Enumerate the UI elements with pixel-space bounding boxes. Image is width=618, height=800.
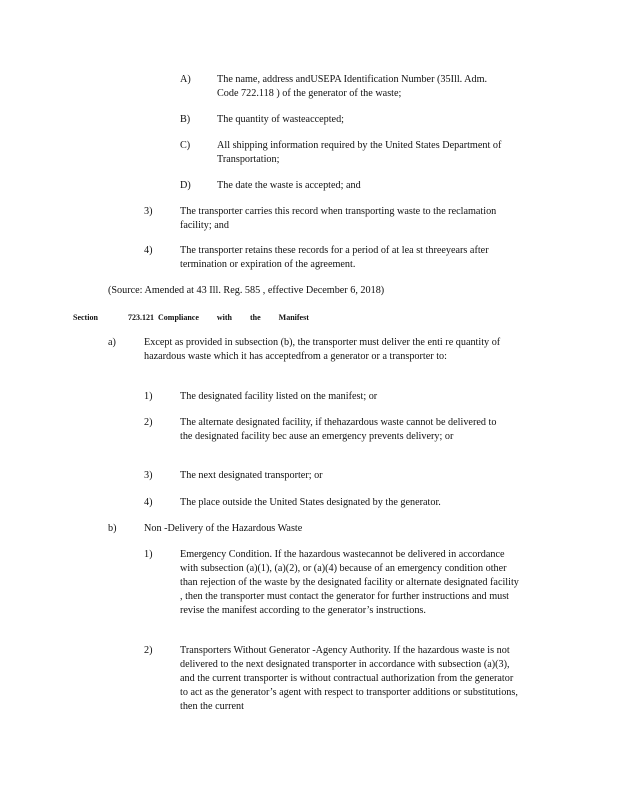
item-label: B) — [180, 114, 191, 125]
item-text: The name, address andUSEPA Identification Number (35Ill. Adm. Code 722.118 ) of the generator of the waste; — [217, 74, 488, 99]
item-label: A) — [180, 74, 191, 85]
item-label: 4) — [144, 245, 153, 256]
item-label: 2) — [144, 417, 153, 428]
item-text: The quantity of wasteaccepted; — [217, 114, 345, 125]
item-text: The next designated transporter; or — [180, 470, 323, 481]
item-label: 3) — [144, 470, 153, 481]
paragraph-text: Non -Delivery of the Hazardous Waste — [144, 523, 303, 534]
paragraph-label: a) — [108, 337, 116, 348]
source-note: (Source: Amended at 43 Ill. Reg. 585 , effective December 6, 2018) — [108, 285, 385, 296]
item-text: Transporters Without Generator -Agency Authority. If the hazardous waste is not delivered to the next designated transporter in accordance with subsection (a)(3), and the current transporter is without contractual authorization from the generator to act as the generator’s agent with respect to transporter additions or substitutions, then the current — [180, 645, 518, 712]
item-text: The alternate designated facility, if thehazardous waste cannot be delivered to the designated facility bec ause an emergency prevents delivery; or — [180, 417, 497, 442]
item-label: 1) — [144, 391, 153, 402]
item-text: The designated facility listed on the manifest; or — [180, 391, 378, 402]
item-label: 4) — [144, 497, 153, 508]
item-label: C) — [180, 140, 191, 151]
item-text: The transporter retains these records for a period of at lea st threeyears after termination or expiration of the agreement. — [180, 245, 489, 270]
item-label: 3) — [144, 206, 153, 217]
section-title: Compliance with the Manifest — [158, 313, 309, 322]
item-label: 2) — [144, 645, 153, 656]
paragraph-text: Except as provided in subsection (b), the transporter must deliver the enti re quantity of hazardous waste which it has acceptedfrom a generator or a transporter to: — [144, 337, 501, 362]
paragraph-label: b) — [108, 523, 117, 534]
item-label: D) — [180, 180, 191, 191]
item-label: 1) — [144, 549, 153, 560]
item-text: All shipping information required by the United States Department of Transportation; — [217, 140, 502, 165]
item-text: The transporter carries this record when transporting waste to the reclamation facility; and — [180, 206, 497, 231]
item-text: The place outside the United States designated by the generator. — [180, 497, 441, 508]
item-text: Emergency Condition. If the hazardous wastecannot be delivered in accordance with subsection (a)(1), (a)(2), or (a)(4) because of an emergency condition other than rejection of the waste by the designated facility or alternate designated facility , then the transporter must contact the generator for further instructions and must revise the manifest according to the generator’s instructions. — [180, 549, 519, 616]
section-number: 723.121 — [128, 313, 154, 322]
item-text: The date the waste is accepted; and — [217, 180, 361, 191]
section-word: Section — [73, 313, 98, 322]
